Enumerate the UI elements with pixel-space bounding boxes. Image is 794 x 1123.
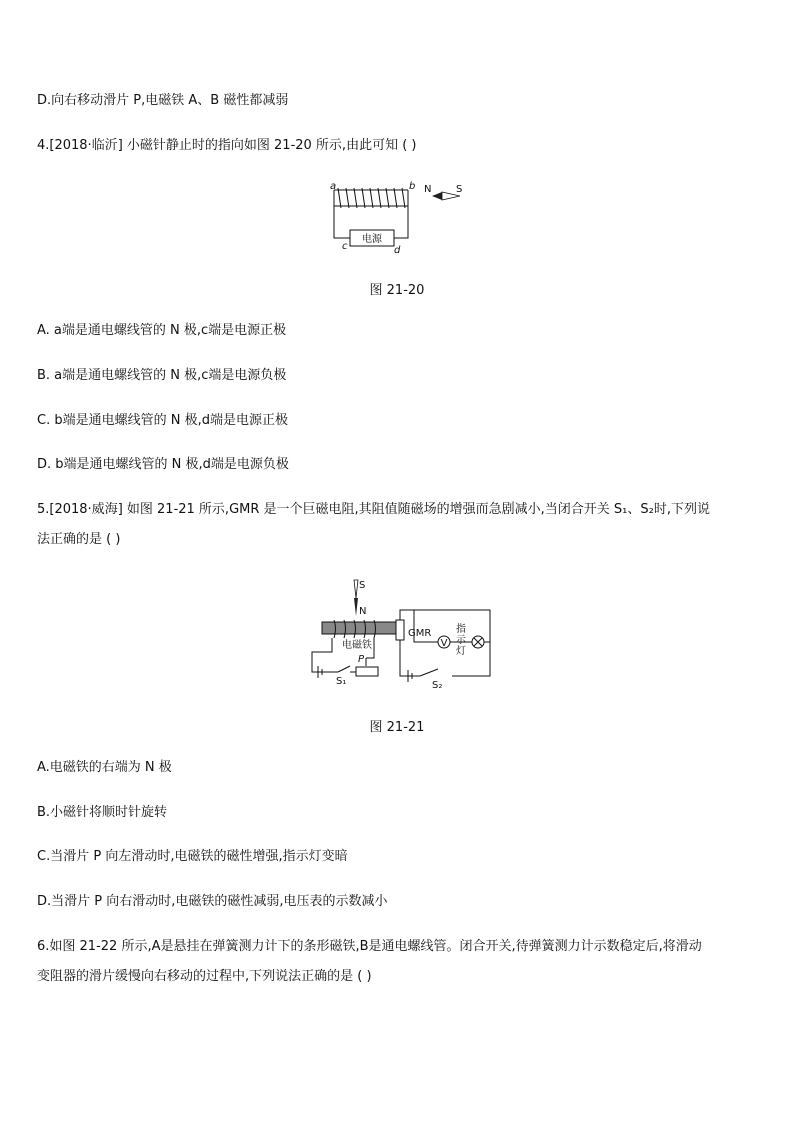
- switch-s2-label: S₂: [432, 680, 443, 690]
- label-c: c: [342, 241, 348, 252]
- gmr-resistor: [396, 620, 404, 640]
- needle-21-21-n-label: N: [359, 606, 367, 617]
- needle-21-21-north: [354, 580, 358, 598]
- q5-option-b: B.小磁针将顺时针旋转: [37, 805, 168, 820]
- caption-21-21: 图 21-21: [369, 720, 425, 735]
- q4-option-b: B. a端是通电螺线管的 N 极,c端是电源负极: [37, 368, 287, 383]
- switch-s1-blade: [338, 666, 350, 672]
- q4-stem: 4.[2018·临沂] 小磁针静止时的指向如图 21-20 所示,由此可知 ( ): [37, 138, 417, 153]
- label-b: b: [409, 181, 416, 192]
- figure-21-20: [320, 180, 480, 255]
- needle-21-21-s-label: S: [359, 580, 366, 591]
- switch-s2-blade: [420, 669, 438, 676]
- q6-stem-line1: 6.如图 21-22 所示,A是悬挂在弹簧测力计下的条形磁铁,B是通电螺线管。闭合开关,待弹簧测力计示数稳定后,将滑动: [37, 939, 702, 954]
- q4-option-a: A. a端是通电螺线管的 N 极,c端是电源正极: [37, 323, 287, 338]
- q4-option-c: C. b端是通电螺线管的 N 极,d端是电源正极: [37, 413, 288, 428]
- electromagnet-label: 电磁铁: [342, 640, 372, 651]
- q5-stem-line1: 5.[2018·威海] 如图 21-21 所示,GMR 是一个巨磁电阻,其阻值随磁场的增强而急剧减小,当闭合开关 S₁、S₂时,下列说: [37, 502, 710, 517]
- q6-stem-line2: 变阻器的滑片缓慢向右移动的过程中,下列说法正确的是 ( ): [37, 969, 372, 984]
- rheostat: [356, 667, 378, 676]
- solenoid-coil: [338, 188, 405, 208]
- label-a: a: [330, 181, 337, 192]
- q5-option-d: D.当滑片 P 向右滑动时,电磁铁的磁性减弱,电压表的示数减小: [37, 894, 388, 909]
- q5-option-c: C.当滑片 P 向左滑动时,电磁铁的磁性增强,指示灯变暗: [37, 849, 348, 864]
- power-supply-label: 电源: [362, 234, 382, 245]
- q5-option-a: A.电磁铁的右端为 N 极: [37, 760, 172, 775]
- q3-option-d: D.向右移动滑片 P,电磁铁 A、B 磁性都减弱: [37, 93, 289, 108]
- lamp-label-2: 示: [456, 635, 466, 646]
- right-circuit-wire-2: [400, 640, 420, 676]
- needle-21-21-south: [354, 598, 358, 616]
- lamp-label-1: 指: [456, 624, 466, 635]
- voltmeter-label: V: [440, 638, 448, 649]
- lamp-label-3: 灯: [456, 646, 466, 657]
- needle-n-label: N: [424, 184, 432, 195]
- slider-p-label: P: [358, 654, 365, 665]
- gmr-label: GMR: [408, 628, 432, 639]
- switch-s1-label: S₁: [336, 676, 347, 687]
- electromagnet-core: [322, 622, 404, 634]
- left-circuit-wire: [312, 638, 338, 672]
- needle-north-half: [432, 192, 442, 200]
- q4-option-d: D. b端是通电螺线管的 N 极,d端是电源负极: [37, 457, 289, 472]
- label-d: d: [394, 245, 401, 255]
- figure-21-21: [298, 572, 498, 690]
- needle-s-label: S: [456, 184, 463, 195]
- q5-stem-line2: 法正确的是 ( ): [37, 532, 121, 547]
- caption-21-20: 图 21-20: [369, 283, 425, 298]
